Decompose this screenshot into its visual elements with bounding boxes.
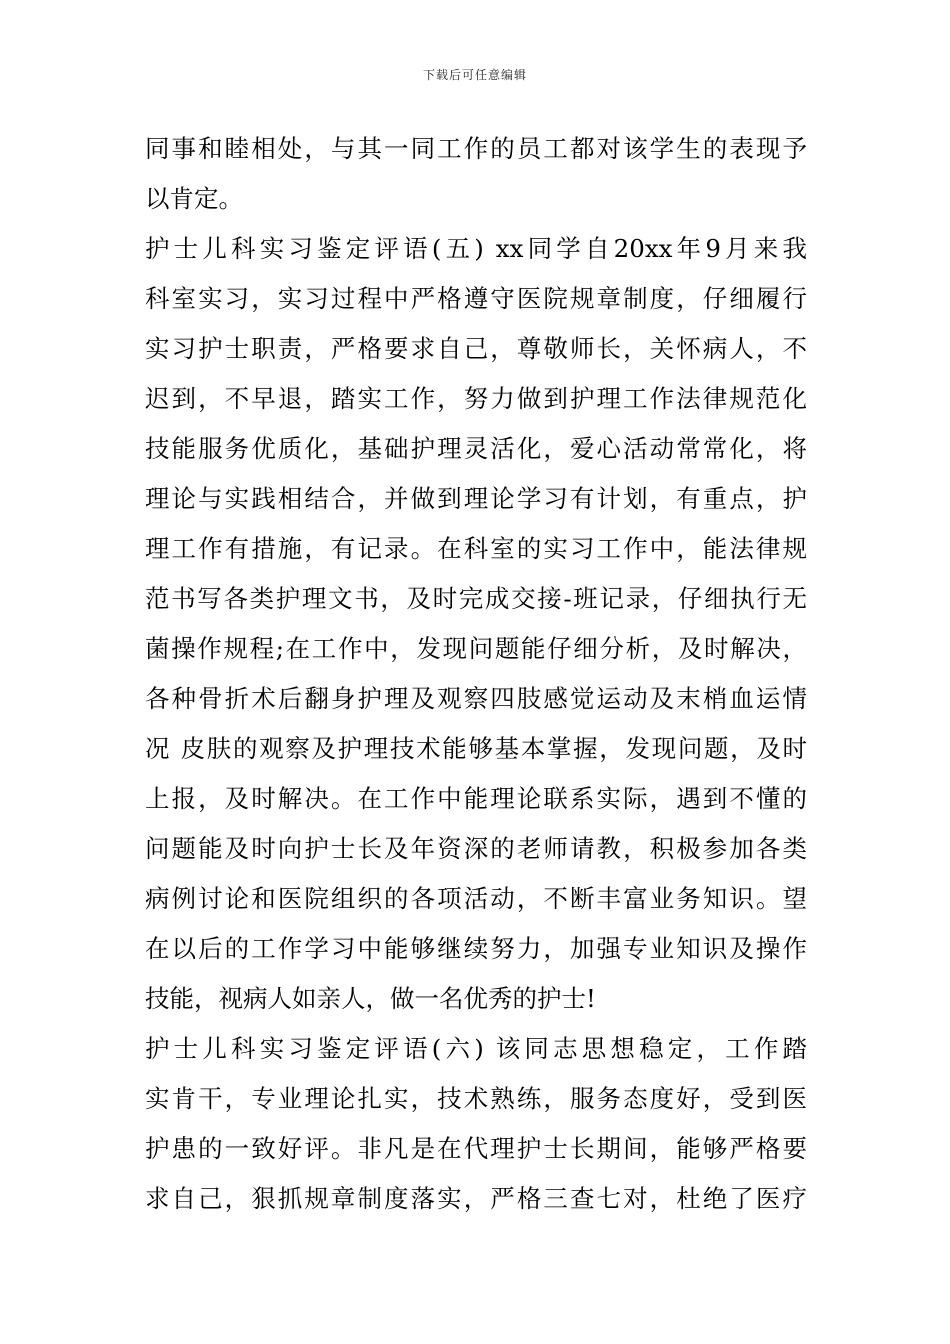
text-line: 况 皮肤的观察及护理技术能够基本掌握，发现问题，及时 (145, 734, 807, 763)
document-body (145, 124, 807, 1224)
text-line: 以肯定。 (145, 184, 243, 213)
text-line: 范书写各类护理文书，及时完成交接-班记录，仔细执行无 (145, 584, 807, 613)
text-line: 护士儿科实习鉴定评语(五) xx同学自20xx年9月来我 (145, 234, 807, 263)
page-header: 下载后可任意编辑 (422, 68, 527, 82)
text-line: 菌操作规程;在工作中，发现问题能仔细分析，及时解决， (145, 634, 807, 663)
text-line: 实习护士职责，严格要求自己，尊敬师长，关怀病人，不 (145, 334, 807, 363)
text-line: 问题能及时向护士长及年资深的老师请教，积极参加各类 (145, 834, 807, 863)
text-line: 技能，视病人如亲人，做一名优秀的护士! (145, 984, 596, 1013)
text-line: 护士儿科实习鉴定评语(六) 该同志思想稳定，工作踏 (145, 1034, 807, 1063)
text-line: 求自己，狠抓规章制度落实，严格三查七对，杜绝了医疗 (145, 1184, 807, 1213)
text-line: 技能服务优质化，基础护理灵活化，爱心活动常常化，将 (145, 434, 807, 463)
text-line: 理工作有措施，有记录。在科室的实习工作中，能法律规 (145, 534, 807, 563)
text-line: 上报，及时解决。在工作中能理论联系实际，遇到不懂的 (145, 784, 807, 813)
text-line: 同事和睦相处，与其一同工作的员工都对该学生的表现予 (145, 134, 807, 163)
text-line: 理论与实践相结合，并做到理论学习有计划，有重点，护 (145, 484, 807, 513)
text-line: 迟到，不早退，踏实工作，努力做到护理工作法律规范化 (145, 384, 807, 413)
text-line: 实肯干，专业理论扎实，技术熟练，服务态度好，受到医 (145, 1084, 807, 1113)
text-line: 在以后的工作学习中能够继续努力，加强专业知识及操作 (145, 934, 807, 963)
text-line: 各种骨折术后翻身护理及观察四肢感觉运动及末梢血运情 (145, 684, 807, 713)
text-line: 科室实习，实习过程中严格遵守医院规章制度，仔细履行 (145, 284, 807, 313)
text-line: 护患的一致好评。非凡是在代理护士长期间，能够严格要 (145, 1134, 807, 1163)
text-line: 病例讨论和医院组织的各项活动，不断丰富业务知识。望 (145, 884, 807, 913)
